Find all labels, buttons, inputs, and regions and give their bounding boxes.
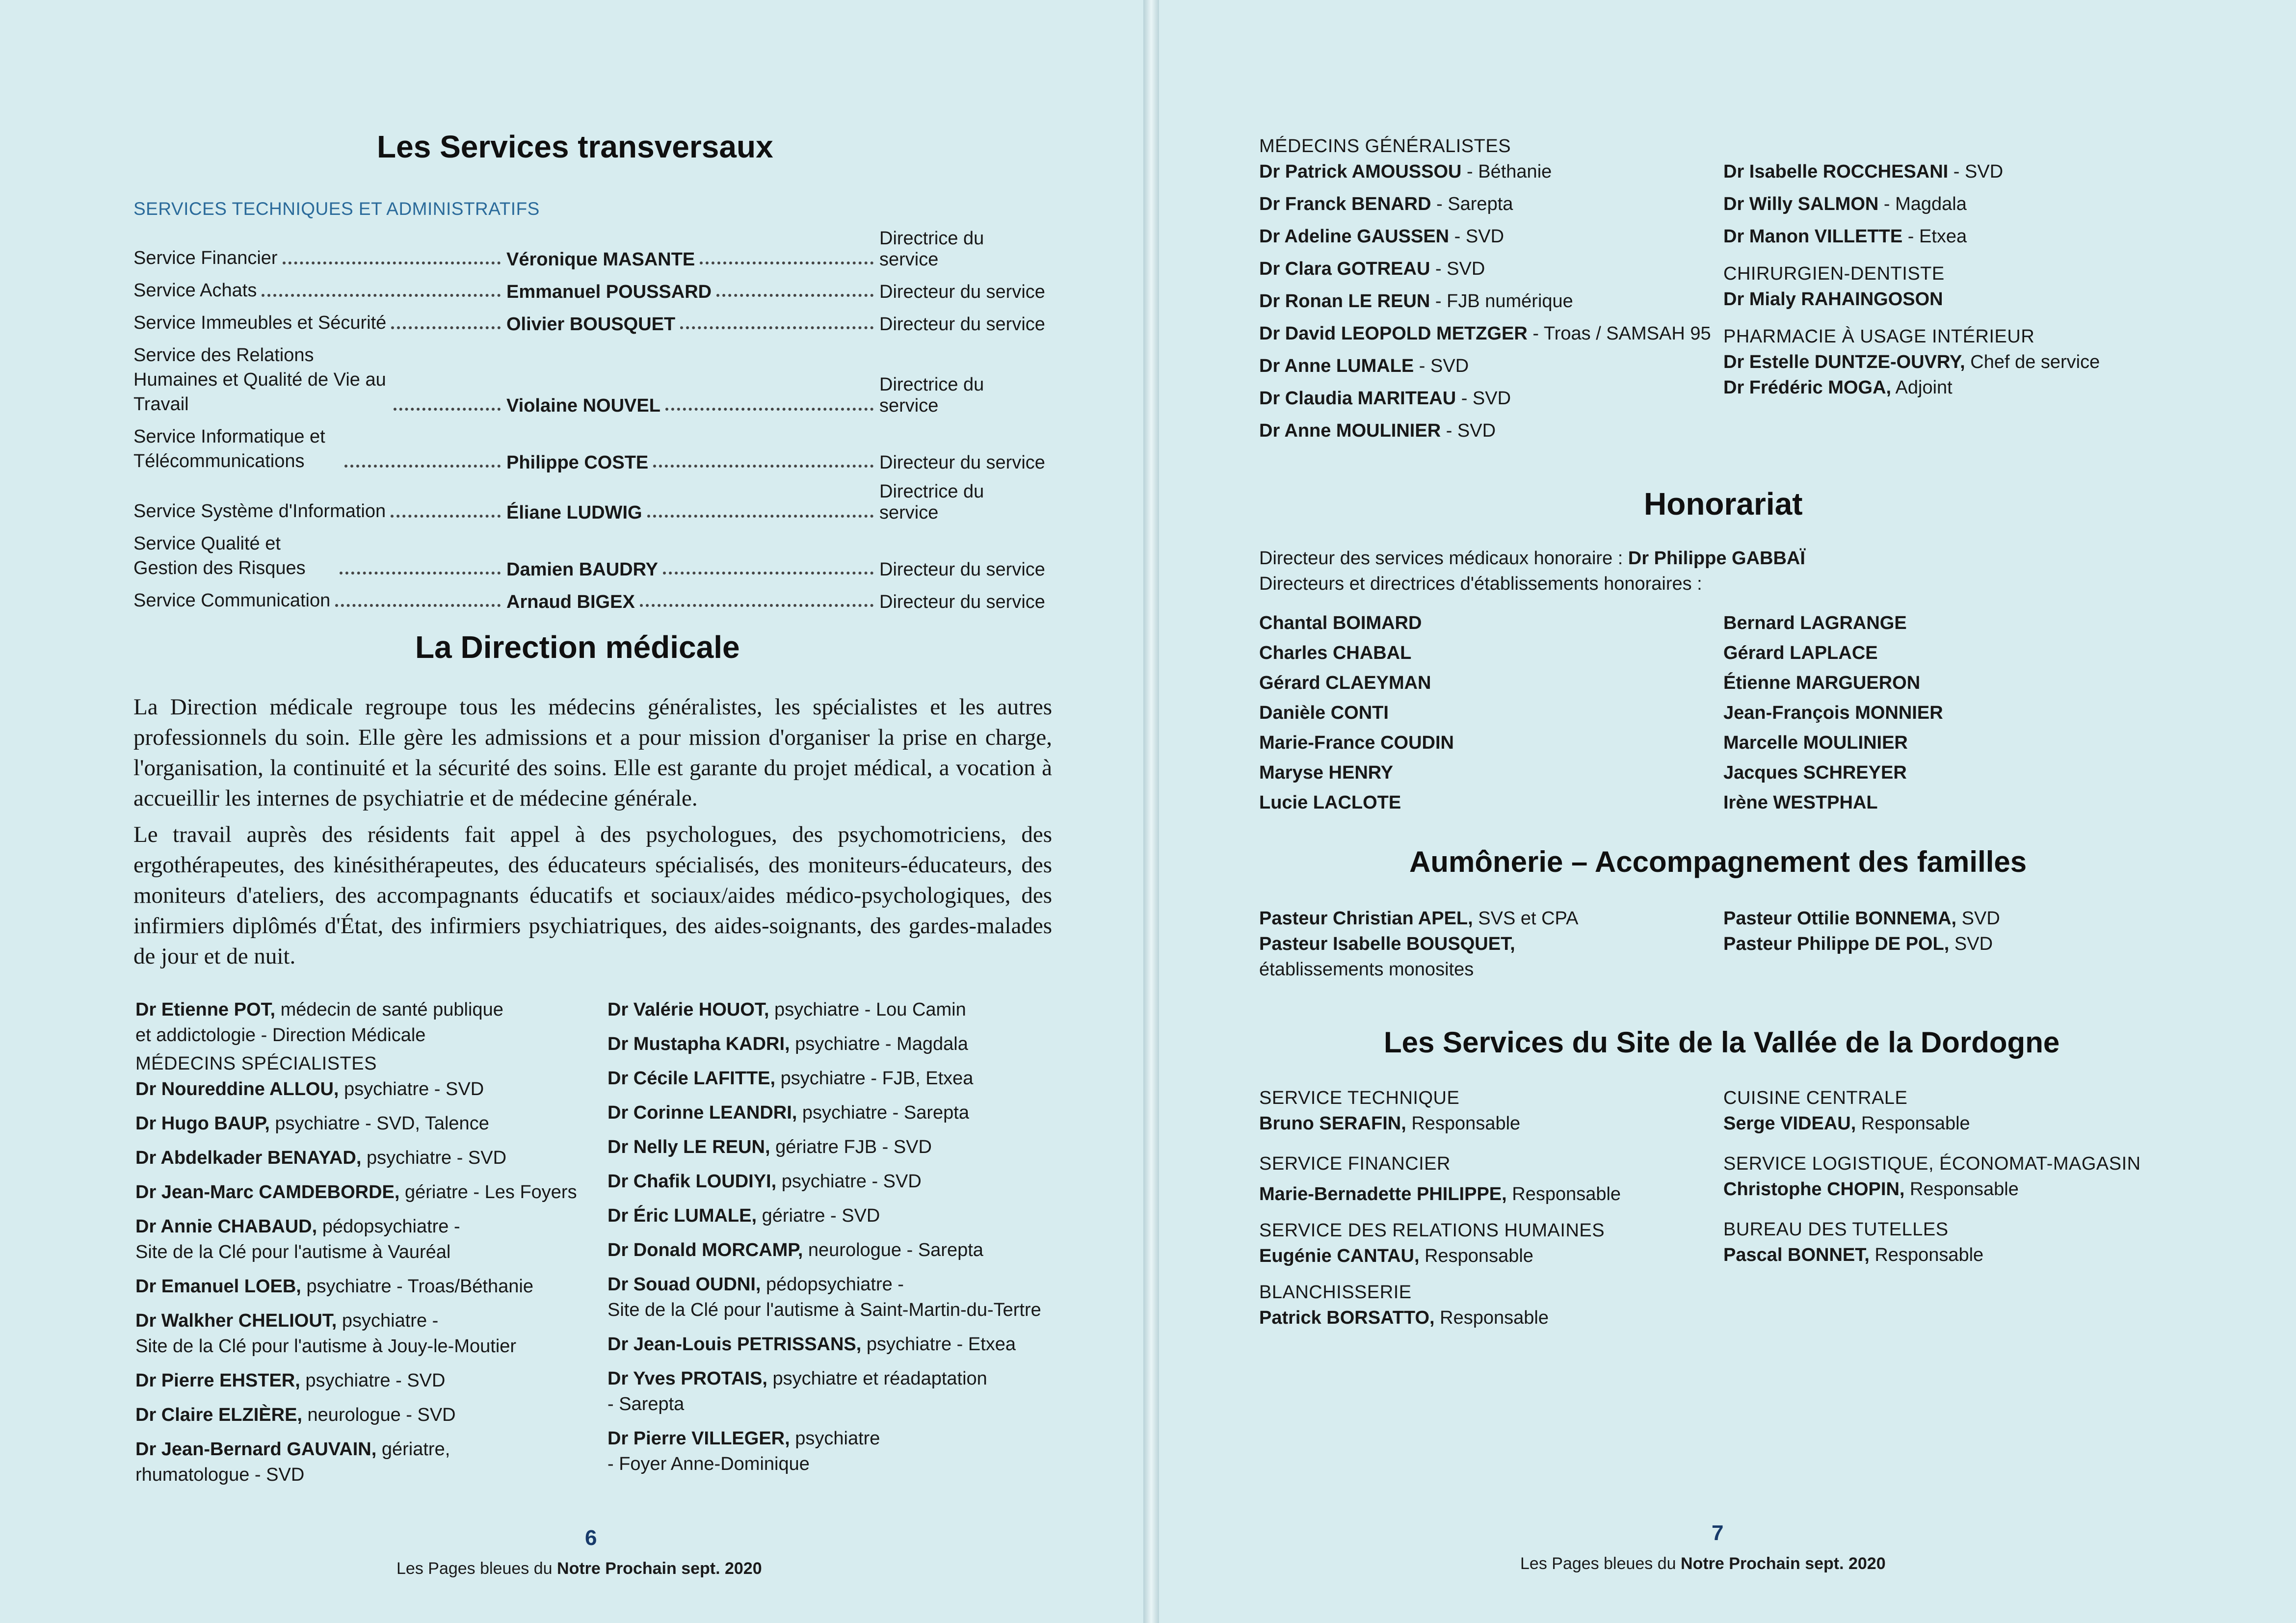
service-role: Directrice du service [879, 374, 984, 416]
doctor-entry-detail: Site de la Clé pour l'autisme à Saint-Martin-du-Tertre [607, 1300, 1041, 1320]
doctor-entry: Dr Pierre EHSTER, psychiatre - SVD [135, 1370, 446, 1391]
doctor-entry: Dr Pierre VILLEGER, psychiatre [607, 1428, 880, 1449]
service-head: Éliane LUDWIG [506, 502, 642, 523]
services-techniques-label: SERVICES TECHNIQUES ET ADMINISTRATIFS [133, 199, 540, 219]
service-role: Directrice du service [879, 228, 984, 270]
honorary-name: Jean-François MONNIER [1723, 703, 1943, 723]
site-service-label: SERVICE FINANCIER [1259, 1153, 1451, 1174]
site-service-label: SERVICE LOGISTIQUE, ÉCONOMAT-MAGASIN [1723, 1153, 2141, 1174]
doctor-entry: Dr Estelle DUNTZE-OUVRY, Chef de service [1723, 352, 2100, 372]
doctor-entry: Dr Emanuel LOEB, psychiatre - Troas/Béthanie [135, 1276, 533, 1297]
page-number: 7 [1712, 1521, 1724, 1545]
site-services-column-2 [1723, 1085, 2141, 1268]
site-service-head: Eugénie CANTAU, Responsable [1259, 1246, 1533, 1266]
doctor-entry-detail: rhumatologue - SVD [135, 1465, 305, 1485]
site-service-head: Pascal BONNET, Responsable [1723, 1245, 1984, 1265]
doctor-entry: Dr Willy SALMON - Magdala [1723, 194, 1967, 214]
doctor-entry: Dr Mustapha KADRI, psychiatre - Magdala [607, 1034, 968, 1054]
site-service-head: Patrick BORSATTO, Responsable [1259, 1308, 1549, 1328]
services-table [133, 228, 1046, 621]
honorary-name: Danièle CONTI [1259, 703, 1389, 723]
services-table-row [133, 278, 1046, 303]
doctor-entry: Dr Clara GOTREAU - SVD [1259, 259, 1485, 279]
service-name: Service Communication [133, 590, 331, 611]
services-table-row [133, 424, 1046, 473]
honorary-name: Gérard CLAEYMAN [1259, 673, 1431, 693]
doctor-entry: Dr Chafik LOUDIYI, psychiatre - SVD [607, 1171, 922, 1192]
doctor-entry: Dr Éric LUMALE, gériatre - SVD [607, 1205, 880, 1226]
doctor-entry: Dr Noureddine ALLOU, psychiatre - SVD [135, 1079, 484, 1099]
site-service-label: SERVICE TECHNIQUE [1259, 1088, 1460, 1108]
site-service-label: SERVICE DES RELATIONS HUMAINES [1259, 1220, 1605, 1241]
generalists-column-1 [1259, 133, 1711, 444]
site-service-head: Serge VIDEAU, Responsable [1723, 1113, 1970, 1134]
dentist-label: CHIRURGIEN-DENTISTE [1723, 263, 1945, 284]
honorariat-title: Honorariat [1644, 486, 1803, 522]
honorary-name: Gérard LAPLACE [1723, 643, 1878, 663]
doctor-entry-detail: - Sarepta [607, 1394, 685, 1414]
specialists-label: MÉDECINS SPÉCIALISTES [135, 1053, 377, 1074]
direction-paragraph-2: Le travail auprès des résidents fait appel à des psychologues, des psychomotriciens, des ergothérapeutes, des kinésithérapeutes, des éducateurs spécialisés, des moniteurs-éducateurs, des moniteurs d'ateliers, des accompagnants éducatifs et sociaux/aides médico-psychologiques, des infirmiers diplômés d'État, des infirmiers psychiatriques, des aides-soignants, des gardes-malades de jour et de nuit. [133, 822, 1052, 969]
honorary-column-2 [1723, 608, 1943, 818]
honorary-director: Directeur des services médicaux honoraire : Dr Philippe GABBAÏ [1259, 548, 1805, 569]
service-name: Service Financier [133, 248, 278, 268]
site-service-label: BLANCHISSERIE [1259, 1282, 1412, 1303]
generalists-label: MÉDECINS GÉNÉRALISTES [1259, 136, 1511, 157]
honorary-name: Jacques SCHREYER [1723, 762, 1907, 783]
doctor-entry: Dr Etienne POT, médecin de santé publique [135, 999, 503, 1020]
doctor-entry: Dr Claudia MARITEAU - SVD [1259, 388, 1511, 409]
direction-paragraph-1: La Direction médicale regroupe tous les médecins généralistes, les spécialistes et les autres professionnels du soin. Elle gère les admissions et a pour mission d'organiser la prise en charge, l'organisation, la continuité et la sécurité des soins. Elle est garante du projet médical, a vocation à accueillir les internes de psychiatrie et de médecine générale. [133, 694, 1052, 811]
service-name: Service Immeubles et Sécurité [133, 313, 387, 333]
pharmacy-label: PHARMACIE À USAGE INTÉRIEUR [1723, 326, 2035, 347]
site-service-head: Christophe CHOPIN, Responsable [1723, 1179, 2019, 1200]
service-name: Service des Relations Humaines et Qualité de Vie au Travail [133, 345, 386, 415]
aumonerie-column-2 [1723, 906, 2000, 957]
aumonerie-title: Aumônerie – Accompagnement des familles [1409, 845, 2027, 878]
doctor-entry: Dr Hugo BAUP, psychiatre - SVD, Talence [135, 1113, 489, 1134]
honorary-name: Marcelle MOULINIER [1723, 733, 1908, 753]
aumonerie-column-1 [1259, 906, 1578, 982]
doctor-entry: Dr Ronan LE REUN - FJB numérique [1259, 291, 1573, 312]
services-transversaux-title: Les Services transversaux [377, 129, 773, 164]
doctor-entry-detail: - Foyer Anne-Dominique [607, 1454, 810, 1474]
service-role: Directeur du service [879, 282, 1045, 302]
service-role: Directeur du service [879, 452, 1045, 473]
doctor-entry: Dr Jean-Louis PETRISSANS, psychiatre - Etxea [607, 1334, 1016, 1355]
doctor-entry: Dr Claire ELZIÈRE, neurologue - SVD [135, 1405, 456, 1425]
doctor-entry-detail: et addictologie - Direction Médicale [135, 1025, 426, 1046]
doctor-entry-detail: Site de la Clé pour l'autisme à Jouy-le-Moutier [135, 1336, 517, 1357]
honorary-name: Chantal BOIMARD [1259, 613, 1422, 633]
service-name: Service Qualité et Gestion des Risques [133, 533, 306, 578]
doctor-entry: Dr Walkher CHELIOUT, psychiatre - [135, 1310, 439, 1331]
doctor-entry: Dr Manon VILLETTE - Etxea [1723, 226, 1967, 247]
doctor-entry: Dr Frédéric MOGA, Adjoint [1723, 377, 1953, 398]
doctor-entry: Dr Valérie HOUOT, psychiatre - Lou Camin [607, 999, 966, 1020]
service-head: Damien BAUDRY [506, 559, 658, 580]
service-role: Directeur du service [879, 559, 1045, 580]
service-name: Service Informatique et Télécommunications [133, 426, 325, 471]
service-role: Directeur du service [879, 592, 1045, 612]
doctor-entry: Dr Cécile LAFITTE, psychiatre - FJB, Etxea [607, 1068, 974, 1089]
dentist-name: Dr Mialy RAHAINGOSON [1723, 289, 1943, 310]
honorary-name: Maryse HENRY [1259, 762, 1394, 783]
service-head: Emmanuel POUSSARD [506, 282, 712, 302]
specialists-column-2 [607, 997, 1041, 1477]
services-table-row [133, 531, 1046, 580]
site-service-head: Marie-Bernadette PHILIPPE, Responsable [1259, 1184, 1621, 1204]
site-services-title: Les Services du Site de la Vallée de la Dordogne [1384, 1026, 2060, 1059]
doctor-entry: Dr Patrick AMOUSSOU - Béthanie [1259, 161, 1552, 182]
doctor-entry-detail: Site de la Clé pour l'autisme à Vauréal [135, 1242, 451, 1262]
generalists-column-2 [1723, 159, 2100, 400]
page-footer: Les Pages bleues du Notre Prochain sept. 2020 [1520, 1554, 1886, 1573]
left-page [0, 0, 1143, 1623]
honorary-name: Bernard LAGRANGE [1723, 613, 1907, 633]
services-table-row [133, 343, 1046, 417]
doctor-entry: Dr Anne MOULINIER - SVD [1259, 420, 1496, 441]
doctor-entry: Dr Anne LUMALE - SVD [1259, 356, 1469, 376]
doctor-entry: Dr Nelly LE REUN, gériatre FJB - SVD [607, 1137, 932, 1157]
honorariat-block [1259, 546, 1805, 597]
doctor-entry: Dr Isabelle ROCCHESANI - SVD [1723, 161, 2004, 182]
site-service-label: CUISINE CENTRALE [1723, 1088, 1908, 1108]
page-number: 6 [585, 1526, 597, 1550]
service-name: Service Système d'Information [133, 501, 386, 522]
doctor-entry: Dr Souad OUDNI, pédopsychiatre - [607, 1274, 904, 1295]
honorary-name: Marie-France COUDIN [1259, 733, 1454, 753]
pastor-entry: Pasteur Christian APEL, SVS et CPA [1259, 908, 1579, 929]
doctor-entry: Dr Yves PROTAIS, psychiatre et réadaptation [607, 1368, 987, 1389]
doctor-entry: Dr Adeline GAUSSEN - SVD [1259, 226, 1504, 247]
service-head: Philippe COSTE [506, 452, 649, 473]
specialists-column-1 [135, 997, 577, 1488]
doctor-entry: Dr Abdelkader BENAYAD, psychiatre - SVD [135, 1148, 507, 1168]
honorary-column-1 [1259, 608, 1454, 818]
site-services-column-1 [1259, 1085, 1621, 1331]
honorary-name: Irène WESTPHAL [1723, 792, 1878, 813]
doctor-entry: Dr Donald MORCAMP, neurologue - Sarepta [607, 1240, 983, 1260]
doctor-entry: Dr Corinne LEANDRI, psychiatre - Sarepta [607, 1102, 969, 1123]
pastor-entry: Pasteur Ottilie BONNEMA, SVD [1723, 908, 2000, 929]
site-service-label: BUREAU DES TUTELLES [1723, 1219, 1949, 1240]
service-head: Olivier BOUSQUET [506, 314, 676, 335]
right-page [1159, 0, 2296, 1623]
page-footer: Les Pages bleues du Notre Prochain sept. 2020 [396, 1559, 762, 1578]
services-table-row [133, 311, 1046, 335]
services-table-row [133, 228, 1046, 270]
honorary-heads-label: Directeurs et directrices d'établissements honoraires : [1259, 574, 1702, 594]
service-head: Violaine NOUVEL [506, 395, 660, 416]
honorary-name: Charles CHABAL [1259, 643, 1412, 663]
doctor-entry: Dr Jean-Marc CAMDEBORDE, gériatre - Les Foyers [135, 1182, 577, 1203]
honorary-name: Lucie LACLOTE [1259, 792, 1401, 813]
doctor-entry: Dr Jean-Bernard GAUVAIN, gériatre, [135, 1439, 450, 1460]
service-role: Directeur du service [879, 314, 1045, 335]
service-name: Service Achats [133, 280, 257, 301]
doctor-entry: Dr Franck BENARD - Sarepta [1259, 194, 1513, 214]
pastor-entry: Pasteur Philippe DE POL, SVD [1723, 934, 1993, 954]
service-head: Arnaud BIGEX [506, 592, 635, 612]
pastor-entry: Pasteur Isabelle BOUSQUET, [1259, 934, 1515, 954]
page-gutter [1143, 0, 1159, 1623]
service-role: Directrice du service [879, 481, 984, 523]
pastor-entry-detail: établissements monosites [1259, 959, 1474, 980]
doctor-entry: Dr Annie CHABAUD, pédopsychiatre - [135, 1216, 460, 1237]
services-table-row [133, 588, 1046, 613]
doctor-entry: Dr David LEOPOLD METZGER - Troas / SAMSAH 95 [1259, 323, 1711, 344]
service-head: Véronique MASANTE [506, 249, 695, 270]
site-service-head: Bruno SERAFIN, Responsable [1259, 1113, 1521, 1134]
direction-medicale-title: La Direction médicale [415, 629, 740, 665]
honorary-name: Étienne MARGUERON [1723, 673, 1921, 693]
services-table-row [133, 481, 1046, 524]
